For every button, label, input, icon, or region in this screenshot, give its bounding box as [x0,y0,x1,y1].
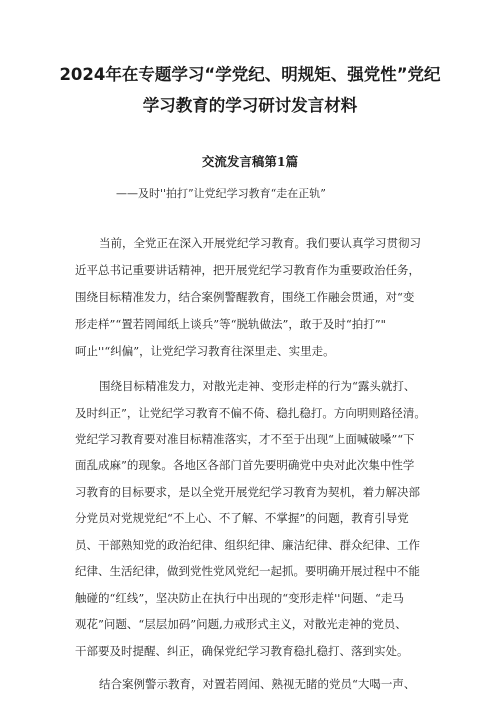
paragraph-1-line-1: 当前，全党正在深入开展党纪学习教育。我们要认真学习贯彻习 [99,236,421,250]
paragraph-2-line-5: 习教育的目标要求，是以全党开展党纪学习教育为契机，着力解决部 [75,485,420,499]
paragraph-2-line-9: 触碰的“红线”，坚决防止在执行中出现的“变形走样''问题、“走马 [75,591,404,605]
section-subtitle: ——及时''拍打”让党纪学习教育“走在正轨” [116,187,326,200]
paragraph-2-line-3: 党纪学习教育要对准目标精准落实，才不至于出现“上面喊破嗓”“下 [75,432,415,446]
section-heading: 交流发言稿第1篇 [201,154,299,169]
paragraph-1-line-3: 围绕目标精准发力，结合案例警醒教育，围绕工作融会贯通，对“变 [75,290,415,304]
paragraph-2-line-7: 员、干部熟知党的政治纪律、组织纪律、廉洁纪律、群众纪律、工作 [75,538,420,552]
paragraph-1-line-5: 呵止''“纠偏”，让党纪学习教育往深里走、实里走。 [75,344,335,358]
paragraph-2-line-11: 干部要及时提醒、纠正，确保党纪学习教育稳扎稳打、落到实处。 [75,644,409,658]
paragraph-2-line-2: 及时纠正”，让党纪学习教育不偏不倚、稳扎稳打。方向明则路径清。 [75,406,426,420]
paragraph-2-line-6: 分党员对党规党纪“不上心、不了解、不掌握”的问题，教育引导党 [75,511,409,525]
paragraph-2-line-4: 面乱成麻”的现象。各地区各部门首先要明确党中央对此次集中性学 [75,458,415,472]
paragraph-3-line-1: 结合案例警示教育，对置若罔闻、熟视无睹的党员“大喝一声、 [99,677,416,691]
paragraph-1-line-2: 近平总书记重要讲话精神，把开展党纪学习教育作为重要政治任务， [75,263,420,277]
paragraph-2-line-10: 观花”问题、“层层加码”问题,力戒形式主义，对散光走神的党员、 [75,617,407,631]
document-title-line-2: 学习教育的学习研讨发言材料 [142,96,358,115]
document-title-line-1: 2024年在专题学习“学党纪、明规矩、强党性”党纪 [59,65,441,84]
paragraph-2-line-1: 围绕目标精准发力，对散光走神、变形走样的行为“露头就打、 [99,379,416,393]
paragraph-1-line-4: 形走样”“置若罔闻纸上谈兵”等“脱轨做法”，敢于及时“拍打”" [75,317,386,331]
paragraph-2-line-8: 纪律、生活纪律，做到党性党风党纪一起抓。要明确开展过程中不能 [75,564,420,578]
